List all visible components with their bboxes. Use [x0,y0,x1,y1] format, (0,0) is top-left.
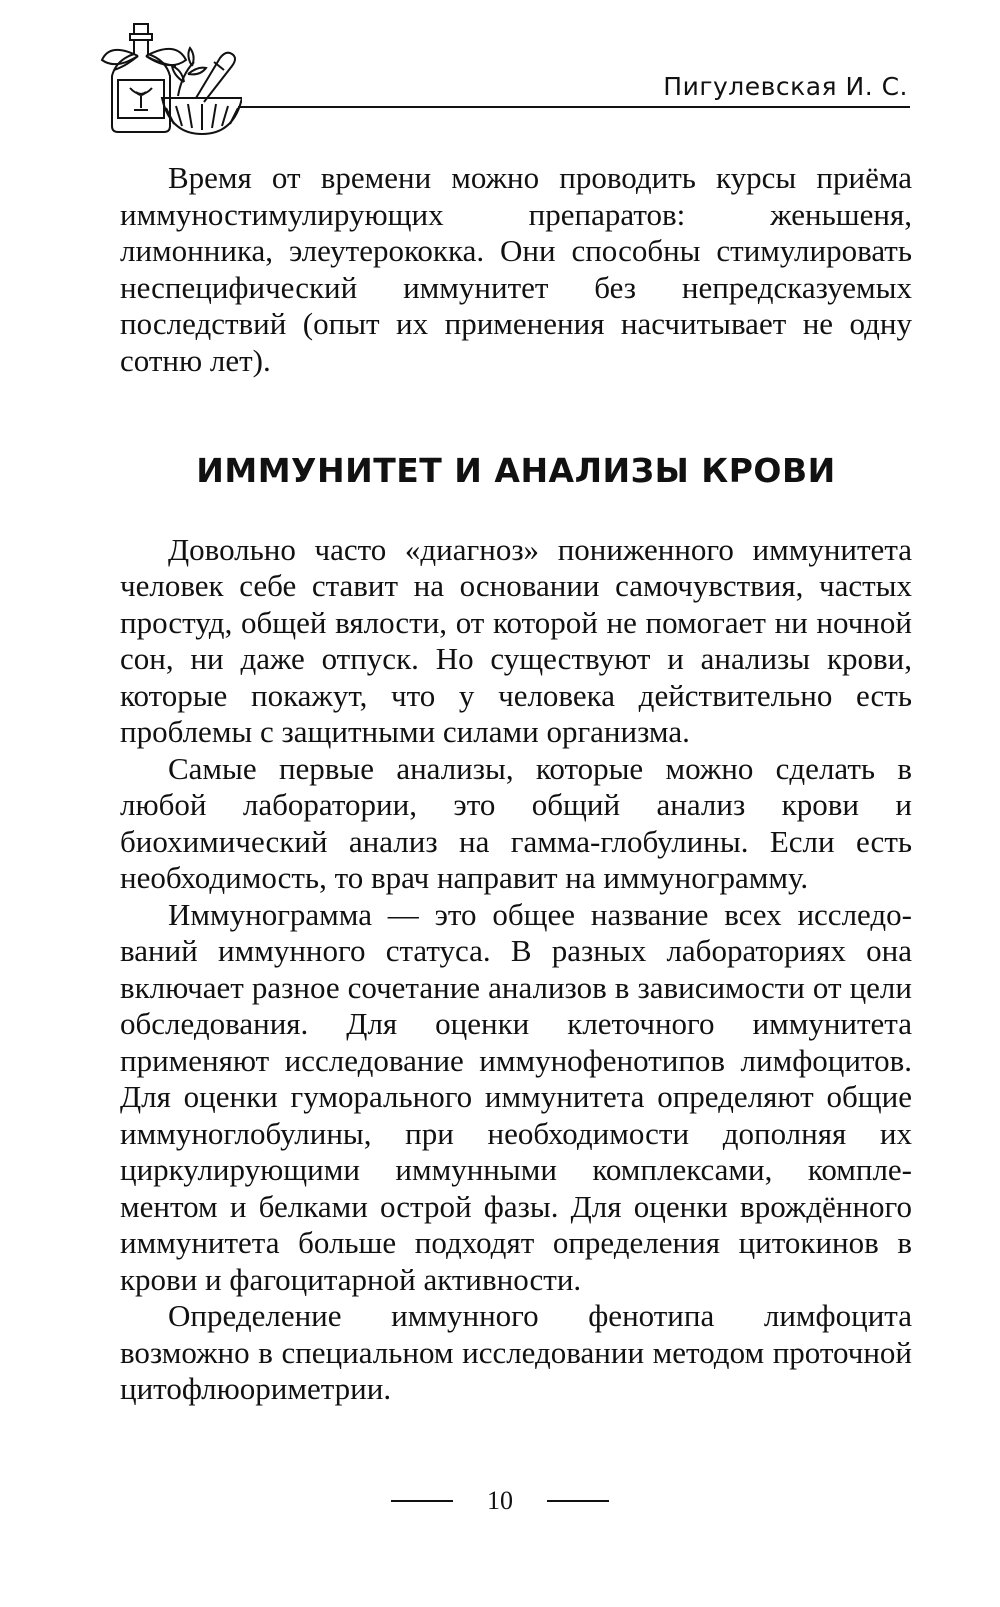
header-divider [238,106,910,108]
section-paragraph: Иммунограмма — это общее название всех исследований иммунного статуса. В разных лабораториях она включает разное сочетание анализов в зависимости от цели обследования. Для оценки клеточного иммунитета применяют исследование иммунофенотипов лимфоцитов. Для оценки гуморального иммунитета определяют общие иммуноглобулины, при необходимости дополняя их циркулирующими иммунными комплексами, комплементом и белками острой фазы. Для оценки врождённого иммунитета больше подходят определения цитокинов в крови и фагоцитарной активности. [120,896,912,1297]
footer-right-dash [547,1500,609,1502]
section-paragraph: Довольно часто «диагноз» пониженного иммунитета человек себе ставит на основании самочувствия, частых простуд, общей вялости, от которой не помогает ни ночной сон, ни даже отпуск. Но существуют и анализы крови, которые покажут, что у человека действительно есть проблемы с защитными силами организма. [120,531,912,749]
page-header [0,0,1000,140]
section-title: ИММУНИТЕТ И АНАЛИЗЫ КРОВИ [196,451,836,490]
footer-left-dash [391,1500,453,1502]
running-head-author: Пигулевская И. С. [663,72,908,101]
page-footer [0,1486,1000,1526]
section-paragraph: Определение иммунного фенотипа лимфоцита возможно в специальном исследовании методом проточной цитофлюориметрии. [120,1298,912,1406]
section-paragraph: Самые первые анализы, которые можно сделать в любой лаборатории, это общий анализ крови и биохимический анализ на гамма-глобулины. Если есть необходимость, то врач направит на иммунограмму. [120,750,912,895]
page-body [120,160,912,1408]
intro-paragraph: Время от времени можно проводить курсы приёма иммуностимулирующих препаратов: женьшеня, лимонника, элеутерококка. Они способны стимулировать неспецифический иммунитет без непредсказуемых последствий (опыт их применения насчитывает не одну сотню лет). [120,160,912,378]
page-number: 10 [487,1486,513,1515]
apothecary-emblem-icon [92,18,242,138]
